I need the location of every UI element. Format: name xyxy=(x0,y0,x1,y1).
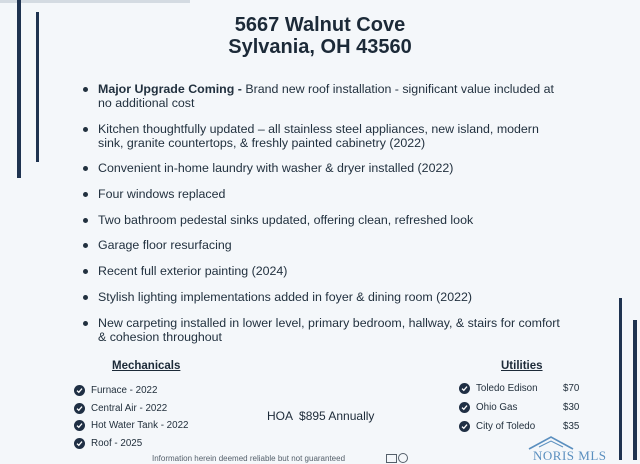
utility-name: Toledo Edison xyxy=(476,383,538,394)
bullet-icon xyxy=(83,218,88,223)
mechanical-item xyxy=(74,385,234,403)
mechanical-label: Furnace - 2022 xyxy=(91,385,158,396)
address-city: Sylvania, OH 43560 xyxy=(228,36,412,58)
feature-text: New carpeting installed in lower level, primary bedroom, hallway, & stairs for comfort & cohesion throughout xyxy=(98,315,560,344)
feature-text: Recent full exterior painting (2024) xyxy=(98,264,288,279)
utility-item xyxy=(459,402,589,421)
hoa-info xyxy=(267,409,374,423)
address-street: 5667 Walnut Cove xyxy=(234,14,406,36)
bullet-icon xyxy=(83,269,88,274)
mechanical-item xyxy=(74,438,234,456)
utility-price: $30 xyxy=(563,402,580,413)
hoa-amount: $895 Annually xyxy=(299,409,375,423)
mechanical-item xyxy=(74,420,234,438)
hoa-label: HOA xyxy=(267,409,294,423)
mechanical-label: Hot Water Tank - 2022 xyxy=(91,420,189,431)
feature-text: Kitchen thoughtfully updated – all stainless steel appliances, new island, modern sink, granite countertops, & freshly painted cabinetry (2022) xyxy=(98,121,539,150)
feature-item xyxy=(80,264,565,278)
feature-item xyxy=(80,316,565,344)
utilities-list xyxy=(459,383,589,440)
feature-text: Stylish lighting implementations added in foyer & dining room (2022) xyxy=(98,289,472,304)
feature-item xyxy=(80,187,565,201)
mechanicals-title: Mechanicals xyxy=(112,360,181,372)
feature-item xyxy=(80,238,565,252)
mechanical-label: Central Air - 2022 xyxy=(91,402,168,414)
feature-text: Garage floor resurfacing xyxy=(98,238,232,253)
check-circle-icon xyxy=(74,403,85,414)
utility-name: Ohio Gas xyxy=(476,402,518,413)
bullet-icon xyxy=(83,166,88,171)
bullet-icon xyxy=(83,87,88,92)
utility-price: $35 xyxy=(563,421,580,432)
check-circle-icon xyxy=(74,420,85,431)
disclaimer-text: Information herein deemed reliable but not guaranteed xyxy=(152,454,346,463)
bullet-icon xyxy=(83,192,88,197)
check-circle-icon xyxy=(74,385,85,396)
bullet-icon xyxy=(83,321,88,326)
property-address xyxy=(120,14,520,58)
check-circle-icon xyxy=(459,402,470,413)
utility-price: $70 xyxy=(563,383,580,394)
check-circle-icon xyxy=(74,438,85,449)
bullet-icon xyxy=(83,243,88,248)
feature-item xyxy=(80,213,565,227)
right-accent-bar xyxy=(633,320,637,460)
bullet-icon xyxy=(83,295,88,300)
realtor-icon xyxy=(398,453,408,463)
check-circle-icon xyxy=(459,383,470,394)
right-accent-bar-thin xyxy=(619,298,622,460)
utility-name: City of Toledo xyxy=(476,421,536,432)
utility-item xyxy=(459,383,589,402)
equal-housing-icon xyxy=(386,454,397,463)
mls-logo-text: NORIS MLS xyxy=(533,448,607,463)
feature-item xyxy=(80,122,565,150)
feature-item xyxy=(80,82,565,110)
feature-text: Brand new roof installation - significant value included at no additional cost xyxy=(98,82,554,110)
left-accent-bar xyxy=(17,0,21,178)
mechanical-item xyxy=(74,403,234,421)
feature-list xyxy=(80,82,565,355)
mechanical-label: Roof - 2025 xyxy=(91,437,143,449)
bullet-icon xyxy=(83,127,88,132)
feature-text: Convenient in-home laundry with washer & dryer installed (2022) xyxy=(98,161,454,176)
feature-text: Two bathroom pedestal sinks updated, offering clean, refreshed look xyxy=(98,212,474,227)
feature-text: Four windows replaced xyxy=(98,187,226,202)
utilities-title: Utilities xyxy=(501,360,543,372)
feature-lead: Major Upgrade Coming - xyxy=(98,82,246,96)
feature-item xyxy=(80,161,565,175)
check-circle-icon xyxy=(459,421,470,432)
mechanicals-list xyxy=(74,385,234,455)
top-divider xyxy=(0,0,190,3)
feature-item xyxy=(80,290,565,304)
left-accent-bar-thin xyxy=(36,12,39,162)
